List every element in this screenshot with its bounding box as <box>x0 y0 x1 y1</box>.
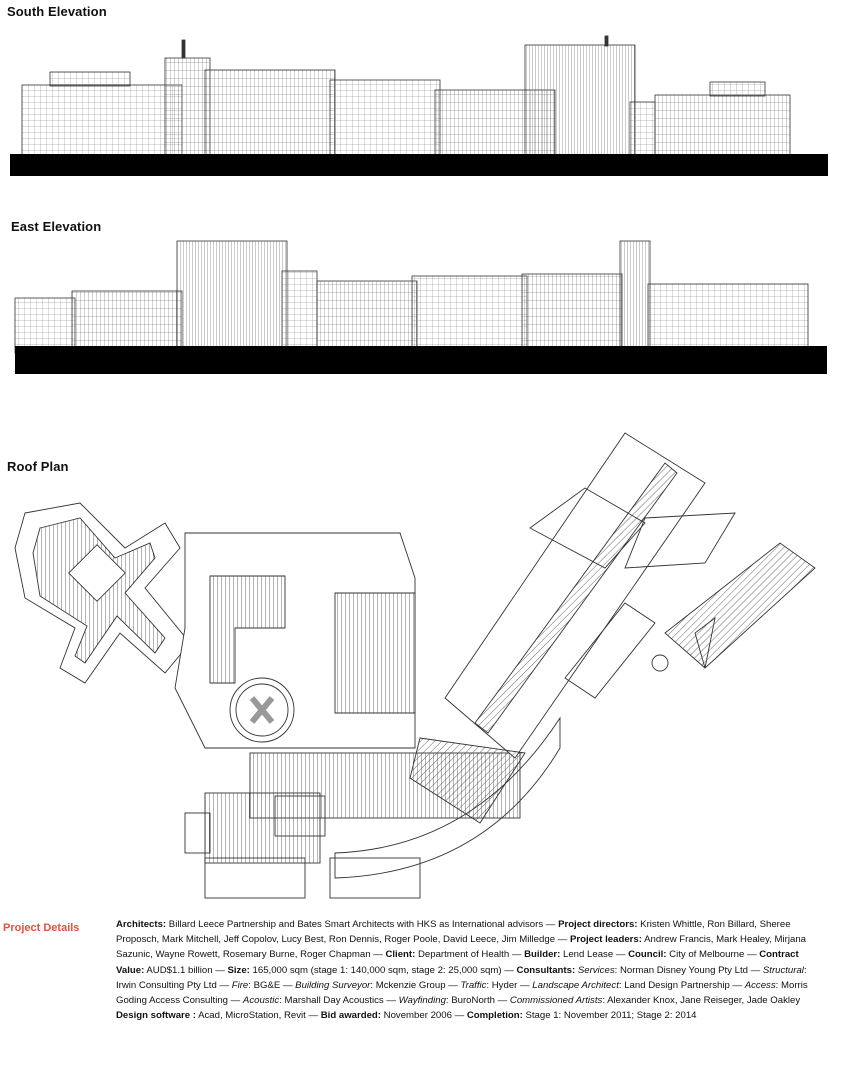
leaders-value: Andrew Francis, Mark Healey, Mirjana Sazunic, Wayne Rowett, Rosemary Burne, Roger Chapman — <box>116 934 806 961</box>
traffic-key: Traffic <box>460 979 487 991</box>
builder-value: Lend Lease — <box>560 949 629 961</box>
wayfinding-key: Wayfinding <box>398 995 446 1007</box>
bid-value: November 2006 — <box>380 1010 467 1022</box>
services-key: Services <box>577 964 615 976</box>
council-key: Council: <box>628 949 667 961</box>
architects-key: Architects: <box>116 919 167 930</box>
access-key: Access <box>744 979 776 991</box>
acoustic-value: : Marshall Day Acoustics — <box>279 995 399 1007</box>
completion-value: Stage 1: November 2011; Stage 2: 2014 <box>522 1010 697 1022</box>
acoustic-key: Acoustic <box>242 995 280 1007</box>
project-details-label: Project Details <box>3 922 80 934</box>
landscape-key: Landscape Architect <box>532 979 619 991</box>
size-key: Size: <box>227 964 250 976</box>
east-elevation-drawing <box>12 236 830 378</box>
client-value: Department of Health — <box>415 949 525 961</box>
directors-value: Kristen Whittle, Ron Billard, Sheree Proposch, Mark Mitchell, Jeff Copolov, Lucy Best, Ron Dennis, Roger Poole, David Leece, Jim Milledge — <box>116 919 791 946</box>
services-value: : Norman Disney Young Pty Ltd — <box>614 964 763 976</box>
software-value: Acad, MicroStation, Revit — <box>195 1010 321 1022</box>
council-value: City of Melbourne — <box>666 949 760 961</box>
directors-key: Project directors: <box>558 919 638 930</box>
leaders-key: Project leaders: <box>569 934 642 946</box>
roof-plan-drawing <box>5 428 825 903</box>
project-details-text <box>116 917 820 1023</box>
artists-value: : Alexander Knox, Jane Reiseger, Jade Oakley <box>602 995 801 1007</box>
structural-key: Structural <box>762 964 804 976</box>
architects-value: Billard Leece Partnership and Bates Smart Architects with HKS as International advisors — <box>166 919 559 930</box>
surveyor-key: Building Surveyor <box>295 979 371 991</box>
completion-key: Completion: <box>466 1010 523 1022</box>
structural-value: : Irwin Consulting Pty Ltd — <box>116 964 807 991</box>
consultants-key: Consultants: <box>516 964 576 976</box>
surveyor-value: : Mckenzie Group — <box>370 979 461 991</box>
east-elevation-heading: East Elevation <box>11 219 102 234</box>
traffic-value: : Hyder — <box>486 979 533 991</box>
fire-key: Fire <box>231 979 249 991</box>
south-elevation-heading: South Elevation <box>7 4 107 19</box>
size-value: 165,000 sqm (stage 1: 140,000 sqm, stage 2: 25,000 sqm) — <box>249 964 517 976</box>
bid-key: Bid awarded: <box>320 1010 381 1022</box>
access-value: : Morris Goding Access Consulting — <box>116 979 808 1007</box>
software-key: Design software : <box>116 1010 196 1022</box>
fire-value: : BG&E — <box>248 979 296 991</box>
south-elevation-drawing <box>10 30 830 180</box>
landscape-value: : Land Design Partnership — <box>618 979 745 991</box>
artists-key: Commissioned Artists <box>509 995 603 1007</box>
builder-key: Builder: <box>524 949 561 961</box>
roof-plan-heading: Roof Plan <box>7 459 69 474</box>
contract-key: Contract Value: <box>116 949 799 976</box>
wayfinding-value: : BuroNorth — <box>445 995 510 1007</box>
contract-value: AUD$1.1 billion — <box>144 964 228 976</box>
client-key: Client: <box>385 949 416 961</box>
